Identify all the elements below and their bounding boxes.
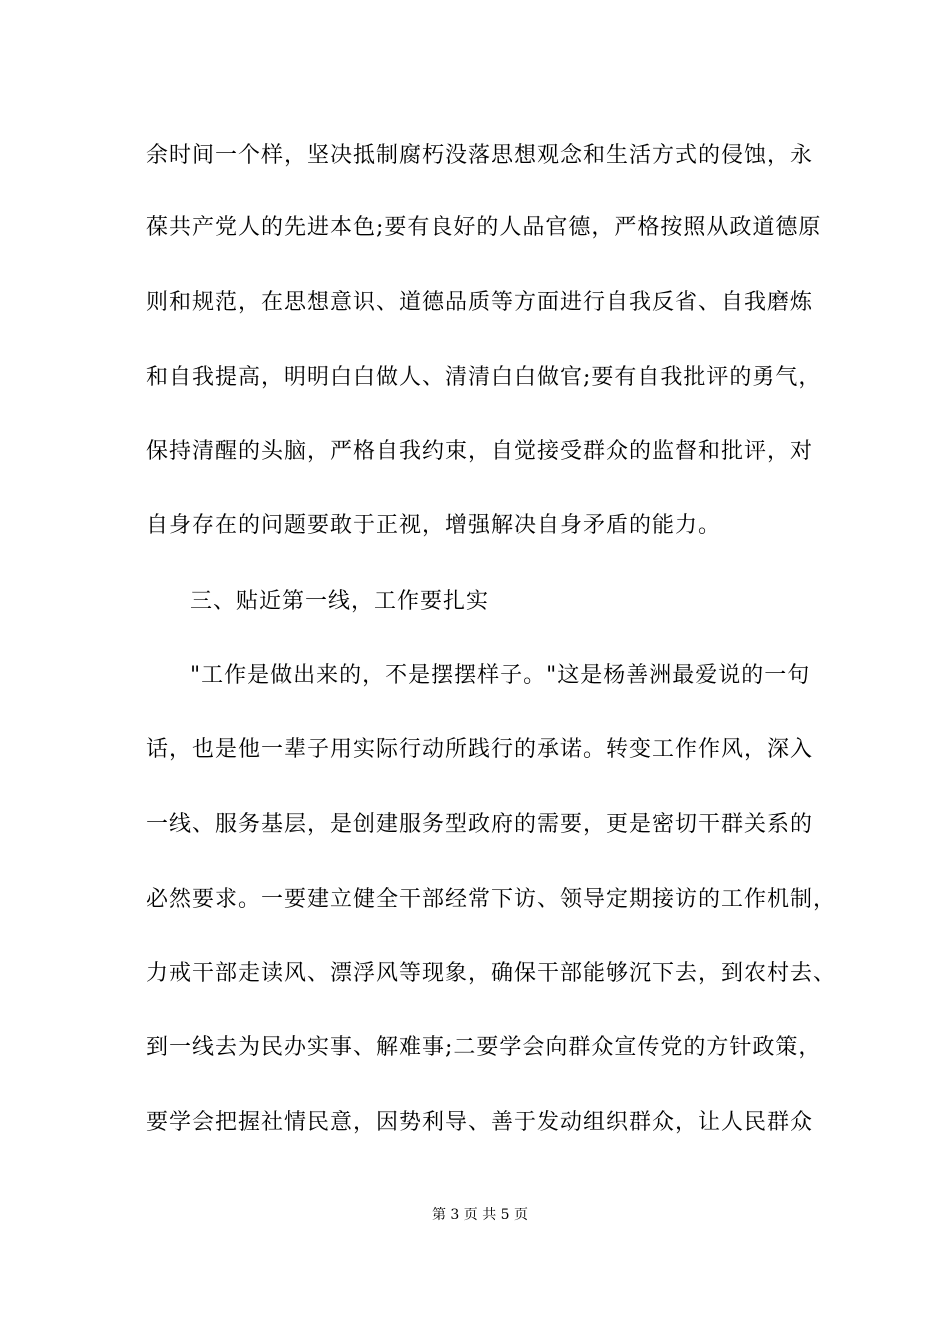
body-line: 则和规范，在思想意识、道德品质等方面进行自我反省、自我磨炼 — [146, 290, 814, 315]
page-number: 第 3 页 共 5 页 — [431, 1207, 529, 1223]
section-heading: 三、贴近第一线，工作要扎实 — [190, 589, 490, 614]
body-line: 力戒干部走读风、漂浮风等现象，确保干部能够沉下去，到农村去、 — [146, 961, 837, 986]
body-line: 葆共产党人的先进本色;要有良好的人品官德，严格按照从政道德原 — [146, 215, 822, 240]
body-line: 要学会把握社情民意，因势利导、善于发动组织群众，让人民群众 — [146, 1110, 814, 1135]
body-line: 到一线去为民办实事、解难事;二要学会向群众宣传党的方针政策， — [146, 1035, 822, 1060]
body-line: 余时间一个样，坚决抵制腐朽没落思想观念和生活方式的侵蚀，永 — [146, 143, 814, 168]
body-line: 话，也是他一辈子用实际行动所践行的承诺。转变工作作风，深入 — [146, 737, 814, 762]
body-line: 必然要求。一要建立健全干部经常下访、领导定期接访的工作机制， — [146, 887, 837, 912]
body-line: 保持清醒的头脑，严格自我约束，自觉接受群众的监督和批评，对 — [146, 439, 814, 464]
body-line: 和自我提高，明明白白做人、清清白白做官;要有自我批评的勇气， — [146, 365, 822, 390]
body-line: 自身存在的问题要敢于正视，增强解决自身矛盾的能力。 — [146, 513, 722, 538]
body-line: 一线、服务基层，是创建服务型政府的需要，更是密切干群关系的 — [146, 812, 814, 837]
body-line: "工作是做出来的，不是摆摆样子。"这是杨善洲最爱说的一句 — [190, 663, 811, 688]
